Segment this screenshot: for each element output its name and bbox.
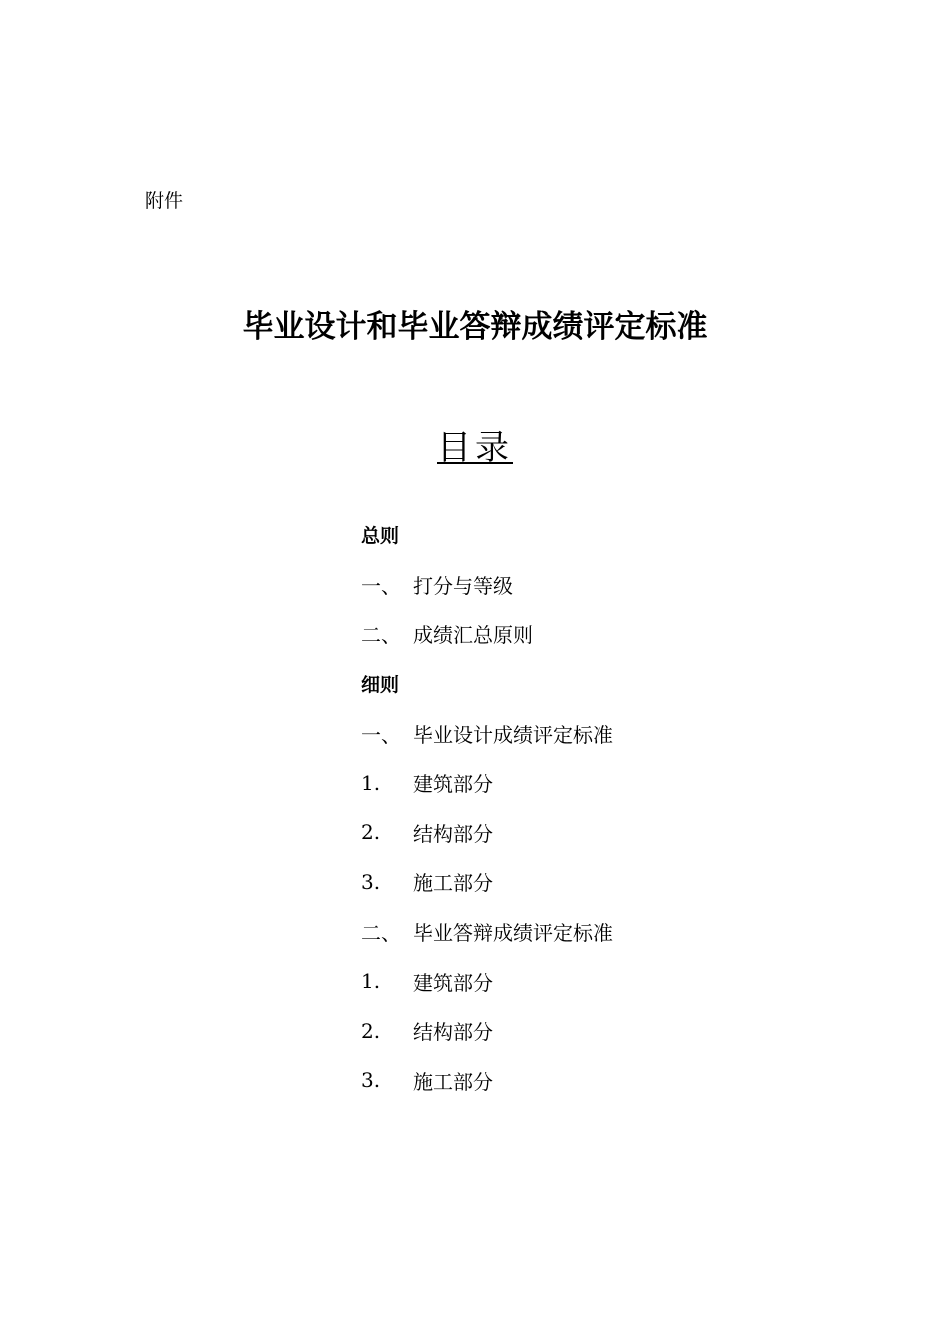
toc-title-text: 目录 [437, 428, 513, 468]
toc-subitem-marker: 1. [361, 969, 381, 994]
toc-section-heading: 细则 [361, 674, 400, 697]
toc-item-marker: 二、 [361, 921, 401, 946]
toc-subitem-text: 施工部分 [413, 871, 493, 896]
toc-item [361, 907, 861, 957]
toc-subitem-text: 结构部分 [413, 1020, 493, 1045]
toc-subitem-text: 结构部分 [413, 821, 493, 846]
toc-subitem-marker: 3. [361, 1068, 381, 1093]
toc-subitem-marker: 2. [361, 1018, 381, 1043]
document-title: 毕业设计和毕业答辩成绩评定标准 [242, 309, 708, 345]
toc-item [361, 708, 861, 758]
toc-subitem-marker: 2. [361, 820, 381, 845]
toc-subitem [361, 956, 861, 1006]
toc-item-marker: 一、 [361, 573, 401, 598]
toc-subitem [361, 808, 861, 858]
toc-section-general [361, 510, 861, 560]
toc-item [361, 560, 861, 610]
toc-subitem-text: 施工部分 [413, 1069, 493, 1094]
toc-item [361, 609, 861, 659]
toc-item-text: 毕业答辩成绩评定标准 [413, 921, 613, 946]
toc-subitem [361, 1056, 861, 1106]
toc-item-marker: 一、 [361, 722, 401, 747]
toc-subitem [361, 1006, 861, 1056]
toc-subitem-text: 建筑部分 [413, 772, 493, 797]
toc-section-heading: 总则 [361, 525, 400, 548]
toc-item-marker: 二、 [361, 623, 401, 648]
toc-subitem [361, 857, 861, 907]
toc-subitem-text: 建筑部分 [413, 970, 493, 995]
toc-subitem-marker: 3. [361, 869, 381, 894]
toc-subitem-marker: 1. [361, 770, 381, 795]
toc-item-text: 成绩汇总原则 [413, 623, 533, 648]
toc-item-text: 毕业设计成绩评定标准 [413, 722, 613, 747]
annex-label: 附件 [145, 190, 184, 212]
toc-title [0, 426, 950, 470]
table-of-contents [361, 510, 861, 1105]
toc-section-details [361, 659, 861, 709]
toc-subitem [361, 758, 861, 808]
toc-item-text: 打分与等级 [413, 573, 513, 598]
